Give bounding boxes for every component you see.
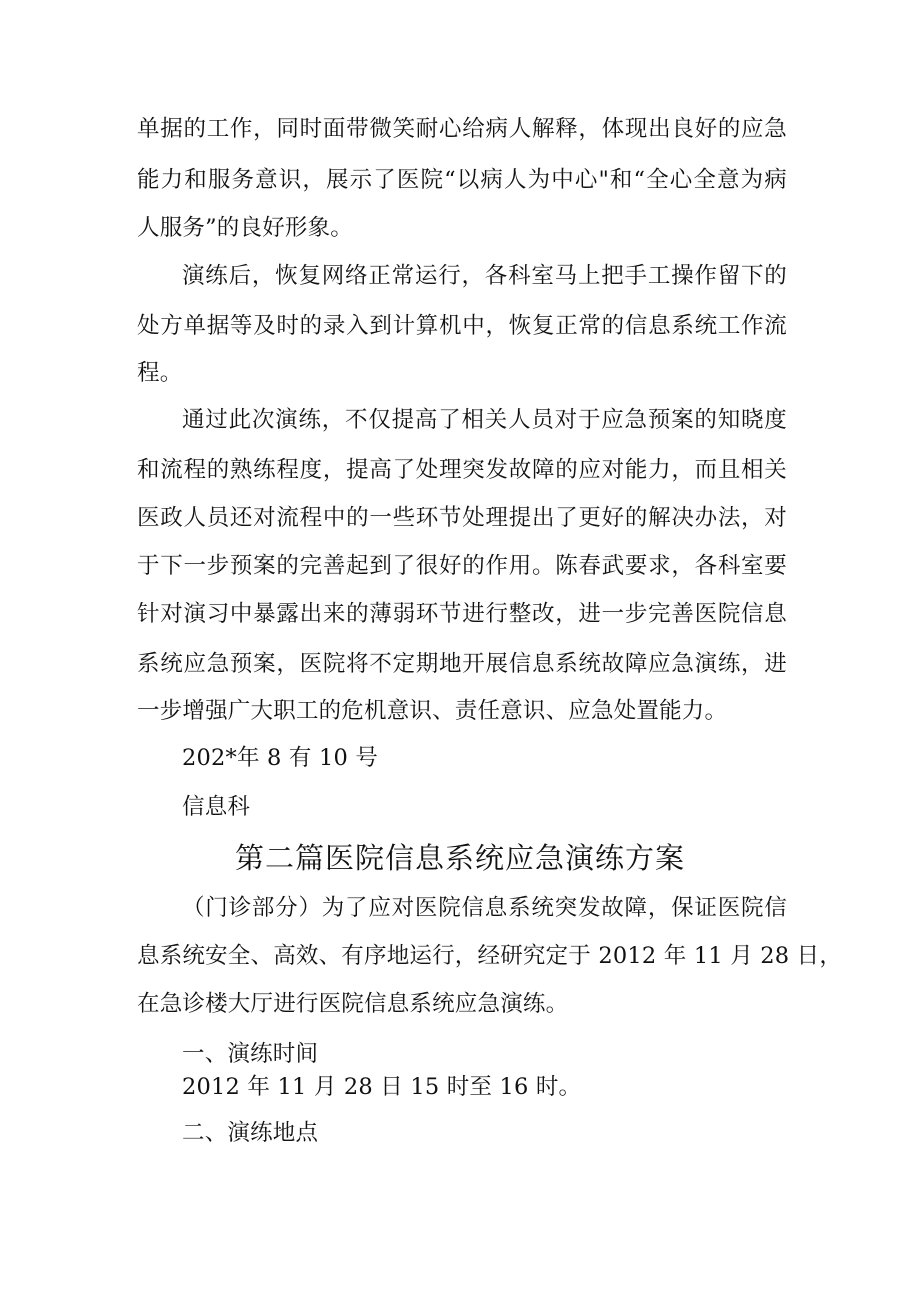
section-heading: 二、演练地点 [182,1120,319,1146]
section-title: 第二篇医院信息系统应急演练方案 [234,841,685,875]
paragraph-line: 和流程的熟练程度，提高了处理突发故障的应对能力，而且相关 [137,457,787,483]
section-heading: 一、演练时间 [182,1041,319,1067]
paragraph-line: 于下一步预案的完善起到了很好的作用。陈春武要求，各科室要 [137,553,787,579]
paragraph-line: 单据的工作，同时面带微笑耐心给病人解释，体现出良好的应急 [137,116,787,142]
section-body: 2012 年 11 月 28 日 15 时至 16 时。 [182,1074,582,1100]
paragraph-line: 一步增强广大职工的危机意识、责任意识、应急处置能力。 [137,698,728,724]
paragraph-line: 程。 [137,360,183,386]
paragraph-line: 人服务”的良好形象。 [137,215,354,241]
paragraph-line: （门诊部分）为了应对医院信息系统突发故障，保证医院信 [182,895,787,921]
paragraph-line: 能力和服务意识，展示了医院“以病人为中心"和“全心全意为病 [137,167,787,193]
department-signature: 信息科 [182,794,251,820]
paragraph-line: 医政人员还对流程中的一些环节处理提出了更好的解决办法，对 [137,505,787,531]
paragraph-line: 在急诊楼大厅进行医院信息系统应急演练。 [137,991,569,1017]
paragraph-line: 通过此次演练，不仅提高了相关人员对于应急预案的知晓度 [182,407,787,433]
document-date: 202*年 8 有 10 号 [182,745,379,771]
paragraph-line: 息系统安全、高效、有序地运行，经研究定于 2012 年 11 月 28 日， [137,943,843,969]
paragraph-line: 演练后，恢复网络正常运行，各科室马上把手工操作留下的 [182,263,787,289]
paragraph-line: 处方单据等及时的录入到计算机中，恢复正常的信息系统工作流 [137,313,787,339]
paragraph-line: 系统应急预案，医院将不定期地开展信息系统故障应急演练，进 [137,651,787,677]
paragraph-line: 针对演习中暴露出来的薄弱环节进行整改，进一步完善医院信息 [137,601,787,627]
